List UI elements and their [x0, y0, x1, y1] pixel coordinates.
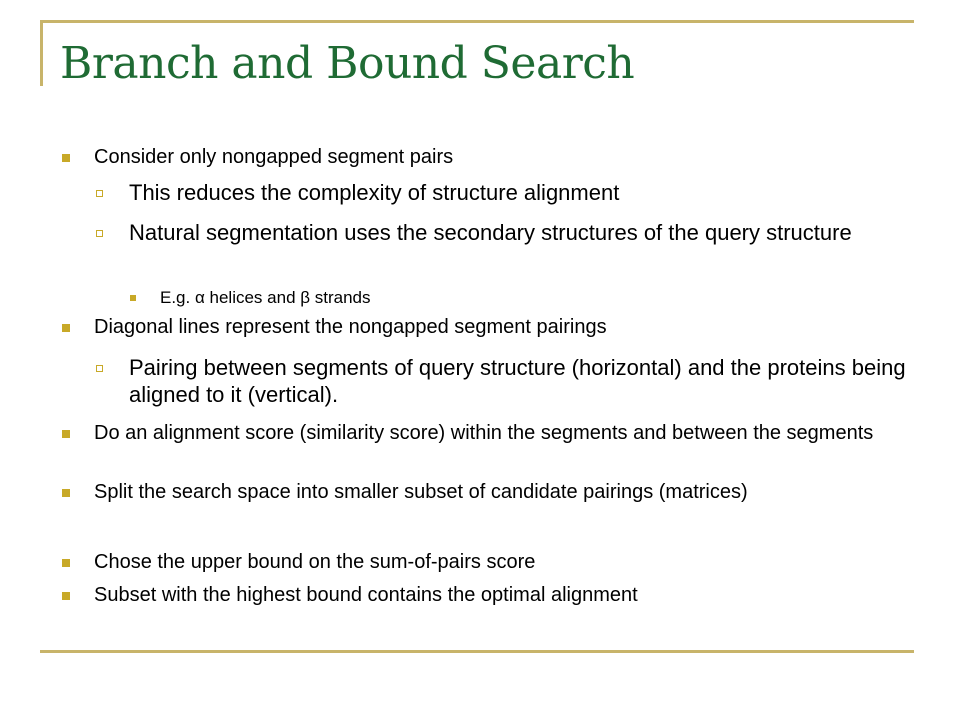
square-bullet-icon	[62, 559, 70, 567]
square-bullet-icon	[62, 154, 70, 162]
sub-bullet-text: Pairing between segments of query structure (horizontal) and the proteins being aligned to it (vertical).	[129, 355, 906, 407]
square-bullet-icon	[62, 489, 70, 497]
bullet-text: Diagonal lines represent the nongapped segment pairings	[94, 316, 607, 338]
bullet-text: Split the search space into smaller subset of candidate pairings (matrices)	[94, 481, 748, 503]
square-bullet-icon	[62, 324, 70, 332]
sub-bullet-text: This reduces the complexity of structure alignment	[129, 180, 620, 205]
slide-title: Branch and Bound Search	[60, 38, 635, 89]
sub-sub-bullet-text: E.g. α helices and β strands	[160, 288, 371, 307]
frame-top-rule	[40, 20, 914, 23]
hollow-square-bullet-icon	[96, 365, 103, 372]
frame-left-rule	[40, 20, 43, 86]
sub-bullet-text: Natural segmentation uses the secondary structures of the query structure	[129, 220, 852, 245]
square-bullet-icon	[62, 430, 70, 438]
hollow-square-bullet-icon	[96, 230, 103, 237]
bullet-text: Subset with the highest bound contains the optimal alignment	[94, 584, 638, 606]
frame-bottom-rule	[40, 650, 914, 653]
square-bullet-icon	[62, 592, 70, 600]
bullet-text: Do an alignment score (similarity score) within the segments and between the segments	[94, 422, 874, 444]
hollow-square-bullet-icon	[96, 190, 103, 197]
small-square-bullet-icon	[130, 295, 136, 301]
bullet-text: Consider only nongapped segment pairs	[94, 146, 454, 168]
bullet-text: Chose the upper bound on the sum-of-pairs score	[94, 551, 536, 573]
